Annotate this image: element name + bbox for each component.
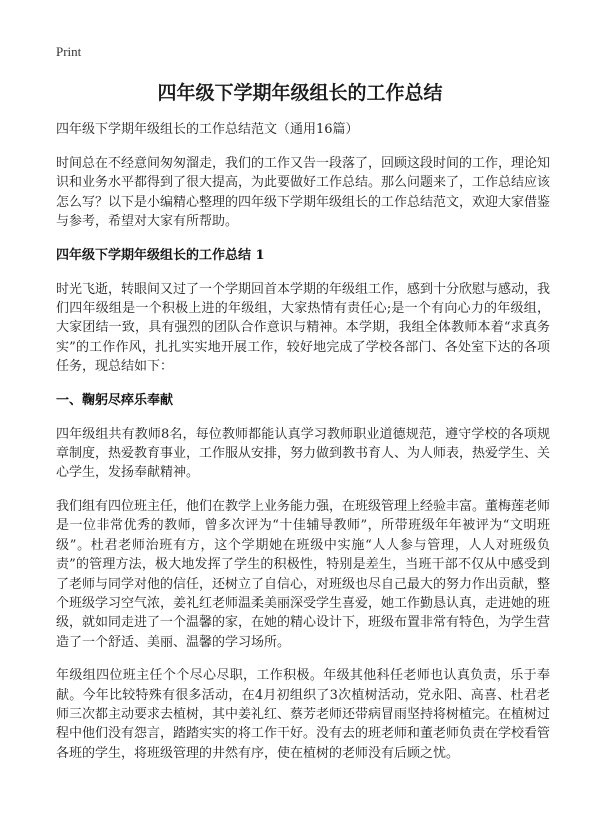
section-1-intro-paragraph: 时光飞逝，转眼间又过了一个学期回首本学期的年级组工作，感到十分欣慰与感动，我们四年级组是一个积极上进的年级组，大家热情有责任心;是一个有向心力的年级组，大家团结一致，具有强烈的团队合作意识与精神。本学期，我组全体教师本着“求真务实”的工作作风，扎扎实实地开展工作，较好地完成了学校各部门、各处室下达的各项任务，现总结如下： (56, 281, 551, 375)
document-title: 四年级下学期年级组长的工作总结 (157, 82, 443, 104)
document-subtitle: 四年级下学期年级组长的工作总结范文（通用16篇） (56, 122, 359, 137)
print-link[interactable]: Print (56, 44, 82, 59)
paragraph-activities: 年级组四位班主任个个尽心尽职，工作积极。年级其他科任老师也认真负责，乐于奉献。今年比较特殊有很多活动，在4月初组织了3次植树活动，党永阳、高喜、杜君老师三次都主动要求去植树，其中姜礼红、蔡芳老师还带病冒雨坚持将树植完。在植树过程中他们没有怨言，踏踏实实的将工作干好。没有去的班老师和董老师负责在学校看管各班的学生，将班级管理的井然有序，使在植树的老师没有后顾之忧。 (56, 668, 551, 761)
document-body (56, 120, 550, 777)
section-1-title: 四年级下学期年级组长的工作总结 1 (56, 247, 265, 263)
intro-paragraph: 时间总在不经意间匆匆溜走，我们的工作又告一段落了，回顾这段时间的工作，理论知识和业务水平都得到了很大提高，为此要做好工作总结。那么问题来了，工作总结应该怎么写？以下是小编精心整理的四年级下学期年级组长的工作总结范文，欢迎大家借鉴与参考，希望对大家有所帮助。 (56, 156, 551, 230)
paragraph-class-teachers: 我们组有四位班主任，他们在教学上业务能力强，在班级管理上经验丰富。董梅莲老师是一位非常优秀的教师，曾多次评为“十佳辅导教师”，所带班级年年被评为“文明班级”。杜君老师治班有方，这个学期她在班级中实施“人人参与管理，人人对班级负责”的管理方法，极大地发挥了学生的积极性，特别是差生，当班干部不仅从中感受到了老师与同学对他的信任，还树立了自信心，对班级也尽自己最大的努力作出贡献，整个班级学习空气浓，姜礼红老师温柔美丽深受学生喜爱，她工作勤恳认真，走进她的班级，就如同走进了一个温馨的家，在她的精心设计下，班级布置非常有特色，为学生营造了一个舒适、美丽、温馨的学习场所。 (56, 498, 551, 650)
paragraph-teachers: 四年级组共有教师8名，每位教师都能认真学习教师职业道德规范，遵守学校的各项规章制度，热爱教育事业，工作服从安排，努力做到教书育人、为人师表，热爱学生、关心学生，发扬奉献精神。 (56, 426, 551, 481)
heading-dedication: 一、鞠躬尽瘁乐奉献 (56, 392, 174, 408)
